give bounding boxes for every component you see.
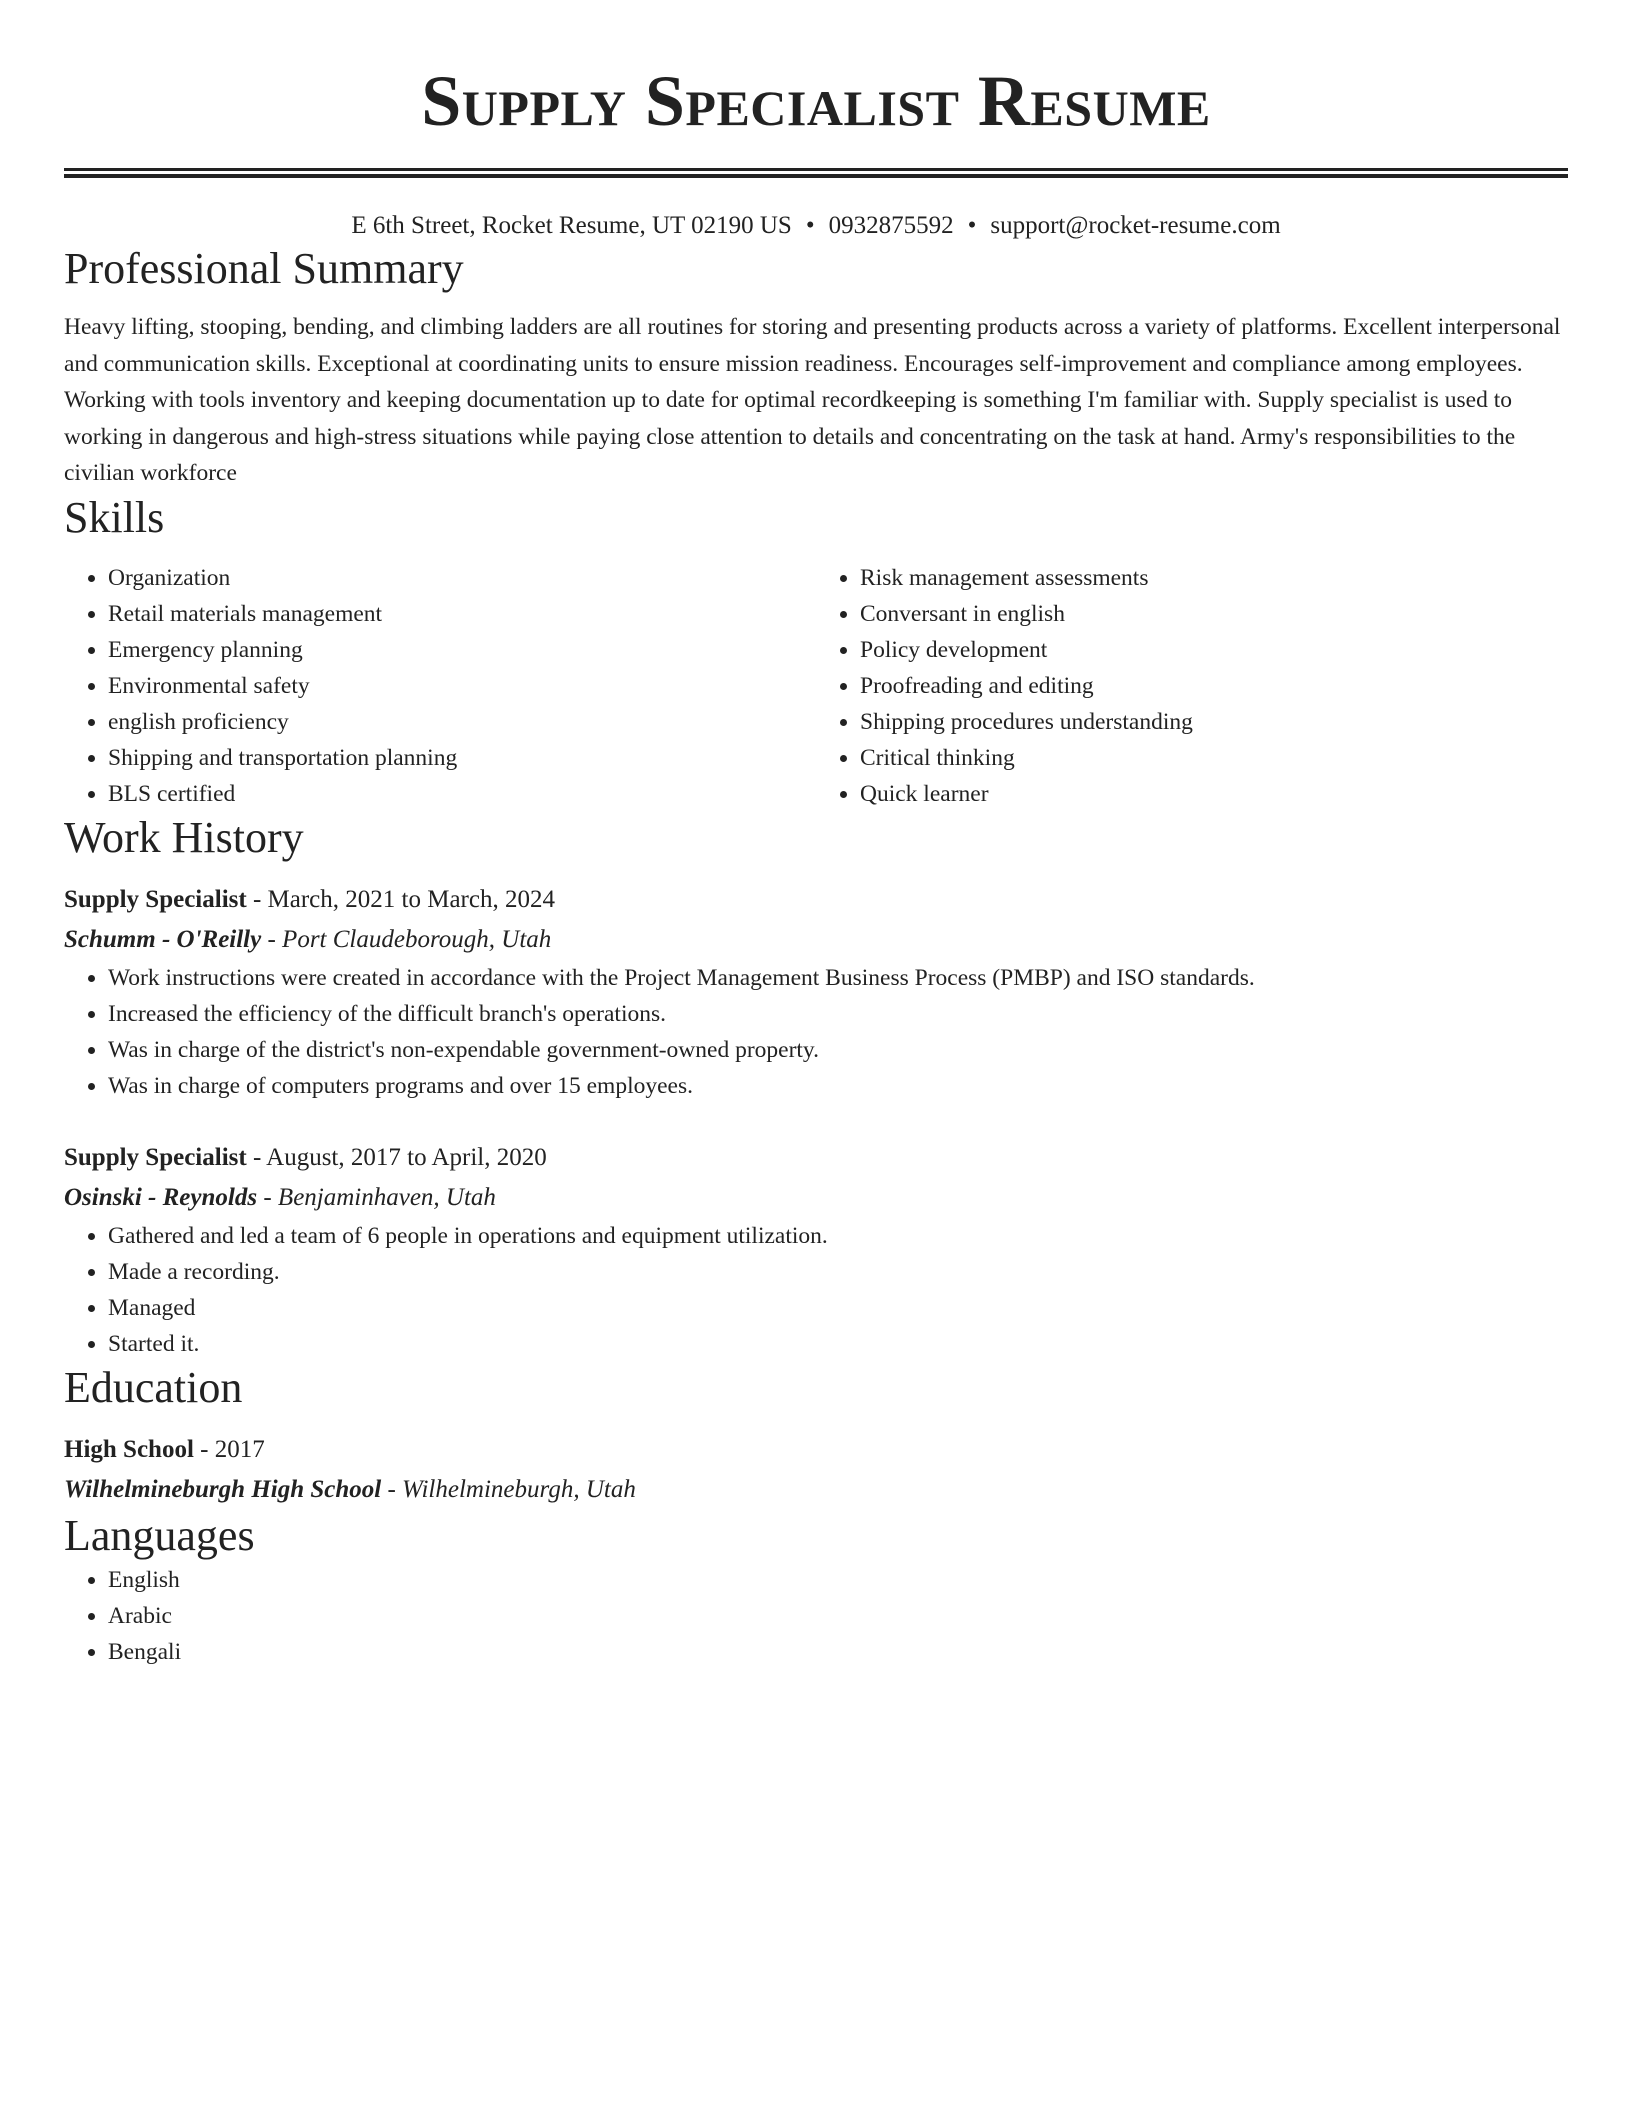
skill-item: • Environmental safety (108, 668, 816, 704)
skill-item: • Shipping and transportation planning (108, 740, 816, 776)
skill-item: • Emergency planning (108, 632, 816, 668)
job-dates: - August, 2017 to April, 2020 (246, 1143, 547, 1171)
job-entry (64, 1138, 1568, 1362)
job-bullet: • Work instructions were created in accordance with the Project Management Business Process (PMBP) and ISO standards. (108, 960, 1568, 996)
job-entry (64, 880, 1568, 1104)
language-item: • Arabic (108, 1598, 1568, 1634)
education-heading: Education (64, 1362, 243, 1412)
education-year: - 2017 (193, 1435, 265, 1463)
job-location: - Benjaminhaven, Utah (257, 1183, 496, 1211)
skill-item: • Risk management assessments (860, 560, 1568, 596)
contact-line (64, 209, 1568, 243)
job-company-line (64, 1178, 1568, 1218)
job-bullet: • Was in charge of the district's non-expendable government-owned property. (108, 1032, 1568, 1068)
languages-heading: Languages (64, 1510, 255, 1560)
skill-item: • Organization (108, 560, 816, 596)
job-bullet: • Was in charge of computers programs and over 15 employees. (108, 1068, 1568, 1104)
job-dates: - March, 2021 to March, 2024 (246, 885, 555, 913)
language-item: • Bengali (108, 1634, 1568, 1670)
work-history-heading: Work History (64, 812, 304, 862)
job-company-line (64, 920, 1568, 960)
job-title-line (64, 1138, 1568, 1178)
contact-separator: • (805, 212, 815, 239)
contact-address: E 6th Street, Rocket Resume, UT 02190 US (351, 212, 792, 239)
job-bullets (64, 1218, 1568, 1362)
job-bullets (64, 960, 1568, 1104)
job-bullet: • Increased the efficiency of the difficult branch's operations. (108, 996, 1568, 1032)
title-divider (64, 168, 1568, 178)
skill-item: • Shipping procedures understanding (860, 704, 1568, 740)
job-title-line (64, 880, 1568, 920)
page-title: Supply Specialist Resume (421, 61, 1211, 141)
skills-column-right (816, 560, 1568, 812)
education-degree-line (64, 1430, 1568, 1470)
summary-text: Heavy lifting, stooping, bending, and climbing ladders are all routines for storing and presenting products across a variety of platforms. Excellent interpersonal and communication skills. Exceptional at coordinating units to ensure mission readiness. Encourages self-improvement and compliance among employees. Working with tools inventory and keeping documentation up to date for optimal recordkeeping is something I'm familiar with. Supply specialist is used to working in dangerous and high-stress situations while paying close attention to details and concentrating on the task at hand. Army's responsibilities to the civilian workforce (64, 314, 1561, 486)
education-location: - Wilhelmineburgh, Utah (381, 1475, 636, 1503)
contact-phone: 0932875592 (828, 212, 954, 239)
job-location: - Port Claudeborough, Utah (261, 925, 552, 953)
job-company: Osinski - Reynolds (64, 1183, 258, 1211)
job-title: Supply Specialist (64, 1143, 247, 1171)
education-degree: High School (64, 1435, 194, 1463)
job-bullet: • Gathered and led a team of 6 people in operations and equipment utilization. (108, 1218, 1568, 1254)
summary-heading: Professional Summary (64, 244, 464, 293)
skill-item: • Conversant in english (860, 596, 1568, 632)
skill-item: • Quick learner (860, 776, 1568, 812)
contact-separator: • (967, 212, 977, 239)
education-school: Wilhelmineburgh High School (64, 1475, 382, 1503)
skills-heading: Skills (64, 492, 165, 542)
language-item: • English (108, 1562, 1568, 1598)
skill-item: • Policy development (860, 632, 1568, 668)
skill-item: • Proofreading and editing (860, 668, 1568, 704)
skill-item: • Critical thinking (860, 740, 1568, 776)
skill-item: • Retail materials management (108, 596, 816, 632)
job-bullet: • Managed (108, 1290, 1568, 1326)
job-bullet: • Made a recording. (108, 1254, 1568, 1290)
job-title: Supply Specialist (64, 885, 247, 913)
job-company: Schumm - O'Reilly (64, 925, 262, 953)
skills-list (64, 560, 1568, 812)
skill-item: • BLS certified (108, 776, 816, 812)
job-bullet: • Started it. (108, 1326, 1568, 1362)
skill-item: • english proficiency (108, 704, 816, 740)
languages-list (64, 1562, 1568, 1670)
contact-email: support@rocket-resume.com (990, 212, 1281, 239)
education-school-line (64, 1470, 1568, 1510)
skills-column-left (64, 560, 816, 812)
